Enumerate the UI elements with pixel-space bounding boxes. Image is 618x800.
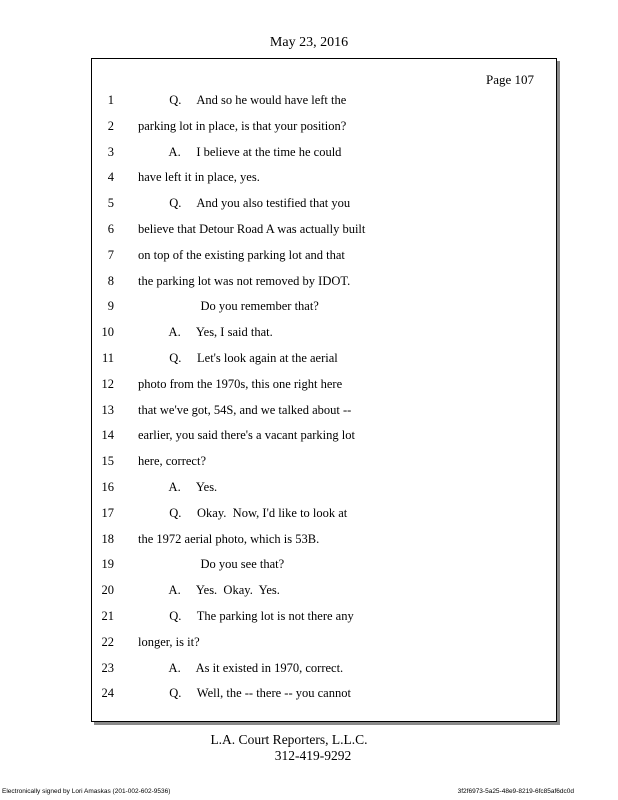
transcript-line [92, 170, 556, 188]
line-text: here, correct? [138, 454, 206, 469]
transcript-line [92, 299, 556, 317]
line-text: believe that Detour Road A was actually built [138, 222, 366, 236]
transcript-line [92, 196, 556, 214]
line-number: 12 [101, 376, 114, 391]
transcript-line [92, 428, 556, 446]
line-number: 21 [101, 609, 114, 623]
document-id: 3f2f6973-5a25-48e9-8219-6fc85af6dc0d [457, 788, 574, 795]
line-text: the 1972 aerial photo, which is 53B. [138, 531, 320, 546]
line-number: 13 [101, 402, 114, 417]
line-number: 3 [107, 144, 114, 159]
line-text: that we've got, 54S, and we talked about -- [138, 402, 352, 417]
line-number: 24 [101, 686, 114, 701]
line-text: A. As it existed in 1970, correct. [138, 660, 344, 675]
line-number: 17 [101, 505, 114, 520]
line-text: Do you see that? [138, 557, 285, 572]
line-number: 9 [107, 299, 114, 314]
line-text: the parking lot was not removed by IDOT. [138, 273, 351, 288]
line-text: A. Yes, I said that. [138, 325, 273, 340]
page-number: Page 107 [485, 72, 534, 87]
transcript-line [92, 686, 556, 704]
line-number: 20 [101, 583, 114, 598]
transcript-page [91, 58, 557, 722]
transcript-line [92, 583, 556, 601]
header-date: May 23, 2016 [269, 35, 349, 50]
transcript-line [92, 557, 556, 575]
line-text: photo from the 1970s, this one right here [138, 376, 343, 391]
line-number: 15 [101, 454, 114, 469]
line-number: 6 [107, 222, 114, 236]
line-number: 1 [107, 93, 114, 107]
line-number: 18 [101, 531, 114, 546]
line-text: have left it in place, yes. [138, 170, 260, 185]
line-text: parking lot in place, is that your position? [138, 118, 347, 133]
transcript-line [92, 222, 556, 240]
transcript-line [92, 119, 556, 137]
line-text: Q. Well, the -- there -- you cannot [138, 686, 351, 701]
line-text: Q. And you also testified that you [138, 196, 351, 211]
line-text: Q. Let's look again at the aerial [138, 351, 338, 365]
line-text: Q. Okay. Now, I'd like to look at [138, 505, 348, 520]
line-text: A. Yes. Okay. Yes. [138, 583, 280, 598]
transcript-line [92, 506, 556, 524]
line-text: longer, is it? [138, 634, 200, 649]
transcript-line [92, 454, 556, 472]
line-text: Q. And so he would have left the [138, 93, 347, 107]
transcript-line [92, 480, 556, 498]
line-text: on top of the existing parking lot and that [138, 247, 345, 262]
transcript-line [92, 403, 556, 421]
transcript-line [92, 532, 556, 550]
line-text: Q. The parking lot is not there any [138, 609, 354, 623]
transcript-line [92, 145, 556, 163]
line-text: Do you remember that? [138, 299, 319, 314]
line-text: earlier, you said there's a vacant parking lot [138, 428, 355, 443]
footer-company: L.A. Court Reporters, L.L.C. [210, 732, 368, 747]
transcript-line [92, 93, 556, 111]
line-number: 4 [107, 170, 114, 185]
transcript-line [92, 661, 556, 679]
line-number: 5 [107, 196, 114, 211]
line-number: 8 [107, 273, 114, 288]
line-number: 14 [101, 428, 114, 443]
footer-phone: 312-419-9292 [274, 748, 352, 763]
line-number: 23 [101, 660, 114, 675]
transcript-line [92, 351, 556, 369]
line-number: 10 [101, 325, 114, 340]
transcript-line [92, 248, 556, 266]
line-text: A. I believe at the time he could [138, 144, 342, 159]
electronic-signature: Electronically signed by Lori Amaskas (201-002-602-9536) [2, 788, 171, 795]
line-number: 7 [107, 247, 114, 262]
transcript-line [92, 609, 556, 627]
line-number: 22 [101, 634, 114, 649]
transcript-line [92, 274, 556, 292]
line-number: 19 [101, 557, 114, 572]
line-text: A. Yes. [138, 480, 218, 494]
transcript-line [92, 377, 556, 395]
transcript-line [92, 325, 556, 343]
line-number: 16 [101, 480, 114, 494]
line-number: 2 [107, 118, 114, 133]
transcript-line [92, 635, 556, 653]
line-number: 11 [101, 351, 114, 365]
